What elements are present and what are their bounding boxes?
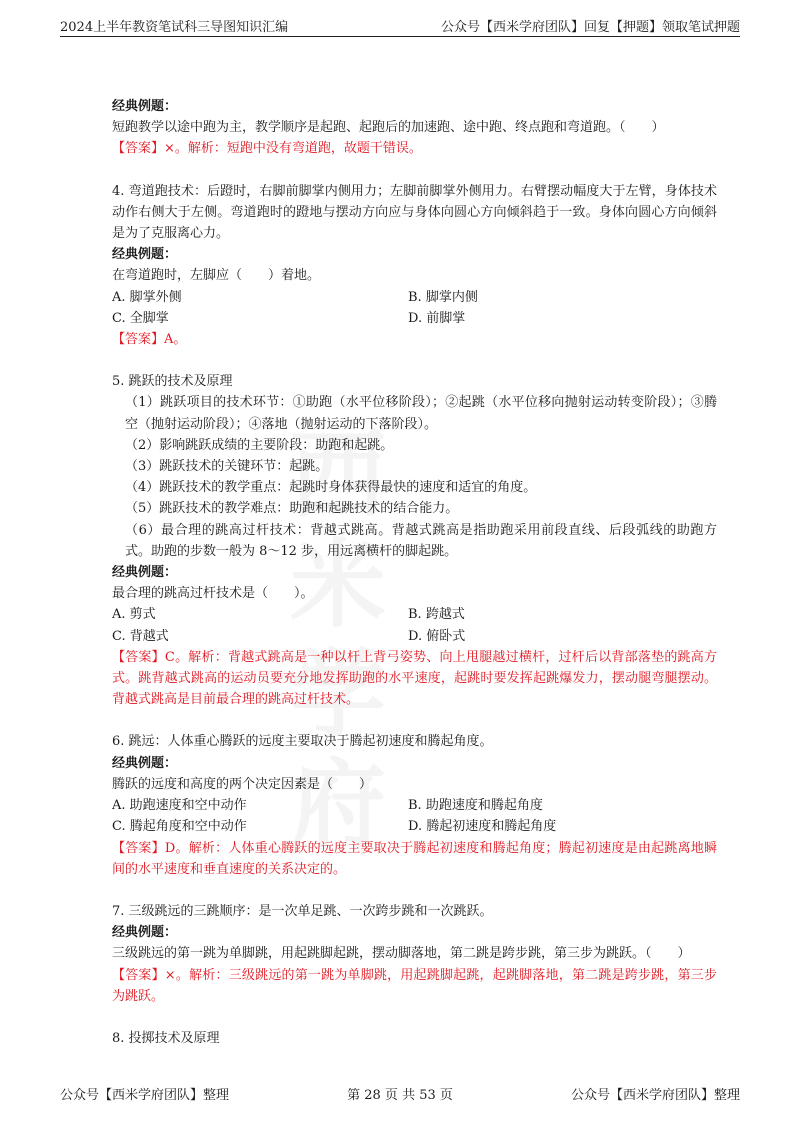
- options-row: [112, 816, 717, 837]
- page-header: [60, 14, 740, 37]
- option-c: C. 全脚掌: [112, 310, 169, 326]
- section-5-point-2: （2）影响跳跃成绩的主要阶段：助跑和起跳。: [125, 437, 394, 453]
- page-number: 第 28 页 共 53 页: [347, 1088, 453, 1103]
- document-body: [112, 96, 717, 1049]
- example-heading: 经典例题：: [112, 565, 178, 581]
- example-heading: 经典例题：: [112, 247, 178, 263]
- options-row: [112, 604, 717, 625]
- example-heading: 经典例题：: [112, 925, 178, 941]
- example-question: 最合理的跳高过杆技术是（ ）。: [112, 586, 314, 602]
- option-b: B. 脚掌内侧: [408, 289, 478, 305]
- section-5-point-6: （6）最合理的跳高过杆技术：背越式跳高。背越式跳高是指助跑采用前段直线、后段弧线的助跑方式。助跑的步数一般为 8～12 步，用远离横杆的脚起跳。: [125, 522, 717, 559]
- header-promo: 公众号【西米学府团队】回复【押题】领取笔试押题: [440, 20, 740, 35]
- footer-left: 公众号【西米学府团队】整理: [60, 1088, 230, 1103]
- options-row: [112, 308, 717, 329]
- options-row: [112, 795, 717, 816]
- section-5-point-1: （1）跳跃项目的技术环节：①助跑（水平位移阶段）；②起跳（水平位移向抛射运动转变阶段）；③腾空（抛射运动阶段）；④落地（抛射运动的下落阶段）。: [125, 395, 717, 432]
- example-heading: 经典例题：: [112, 99, 178, 114]
- section-4-curve-running: 4. 弯道跑技术：后蹬时，右脚前脚掌内侧用力；左脚前脚掌外侧用力。右臂摆动幅度大于左臂，身体技术动作右侧大于左侧。弯道跑时的蹬地与摆动方向应与身体向圆心方向倾斜趋于一致。身体向圆心方向倾斜是为了克服离心力。: [112, 183, 717, 242]
- header-title: 2024上半年教资笔试科三导图知识汇编: [60, 20, 289, 35]
- option-b: B. 跨越式: [408, 607, 465, 623]
- option-b: B. 助跑速度和腾起角度: [408, 798, 543, 814]
- options-row: [112, 287, 717, 308]
- example-question: 短跑教学以途中跑为主，教学顺序是起跑、起跑后的加速跑、途中跑、终点跑和弯道跑。（ ）: [112, 120, 665, 136]
- example-answer: 【答案】×。解析：短跑中没有弯道跑，故题干错误。: [112, 141, 422, 157]
- option-d: D. 腾起初速度和腾起角度: [408, 819, 557, 835]
- example-question: 腾跃的远度和高度的两个决定因素是（ ）: [112, 776, 373, 792]
- option-d: D. 俯卧式: [408, 628, 466, 644]
- section-5-point-3: （3）跳跃技术的关键环节：起跳。: [125, 459, 329, 475]
- option-a: A. 剪式: [112, 607, 156, 623]
- section-5-point-5: （5）跳跃技术的教学难点：助跑和起跳技术的结合能力。: [125, 501, 459, 517]
- section-8-title: 8. 投掷技术及原理: [112, 1030, 220, 1046]
- section-5-title: 5. 跳跃的技术及原理: [112, 374, 233, 390]
- section-5-point-4: （4）跳跃技术的教学重点：起跳时身体获得最快的速度和适宜的角度。: [125, 480, 537, 496]
- option-d: D. 前脚掌: [408, 310, 466, 326]
- option-a: A. 助跑速度和空中动作: [112, 798, 247, 814]
- options-row: [112, 626, 717, 647]
- example-answer: 【答案】D。解析：人体重心腾跃的远度主要取决于腾起初速度和腾起角度；腾起初速度是由起跳离地瞬间的水平速度和垂直速度的关系决定的。: [112, 840, 717, 877]
- option-c: C. 腾起角度和空中动作: [112, 819, 247, 835]
- example-question: 三级跳远的第一跳为单脚跳，用起跳脚起跳，摆动脚落地，第二跳是跨步跳，第三步为跳跃。（ ）: [112, 946, 691, 962]
- footer-right: 公众号【西米学府团队】整理: [570, 1088, 740, 1103]
- example-answer: 【答案】A。: [112, 332, 187, 348]
- example-heading: 经典例题：: [112, 755, 178, 771]
- option-c: C. 背越式: [112, 628, 169, 644]
- example-answer: 【答案】×。解析：三级跳远的第一跳为单脚跳，用起跳脚起跳，起跳脚落地，第二跳是跨步跳，第三步为跳跃。: [112, 967, 717, 1004]
- section-6-long-jump: 6. 跳远：人体重心腾跃的远度主要取决于腾起初速度和腾起角度。: [112, 734, 493, 750]
- example-question: 在弯道跑时，左脚应（ ）着地。: [112, 268, 321, 284]
- option-a: A. 脚掌外侧: [112, 289, 182, 305]
- example-answer: 【答案】C。解析：背越式跳高是一种以杆上背弓姿势、向上甩腿越过横杆，过杆后以背部落垫的跳高方式。跳背越式跳高的运动员要充分地发挥助跑的水平速度，起跳时要发挥起跳爆发力，摆动腿弯腿摆动。背越式跳高是目前最合理的跳高过杆技术。: [112, 649, 717, 708]
- section-7-triple-jump: 7. 三级跳远的三跳顺序：是一次单足跳、一次跨步跳和一次跳跃。: [112, 903, 493, 919]
